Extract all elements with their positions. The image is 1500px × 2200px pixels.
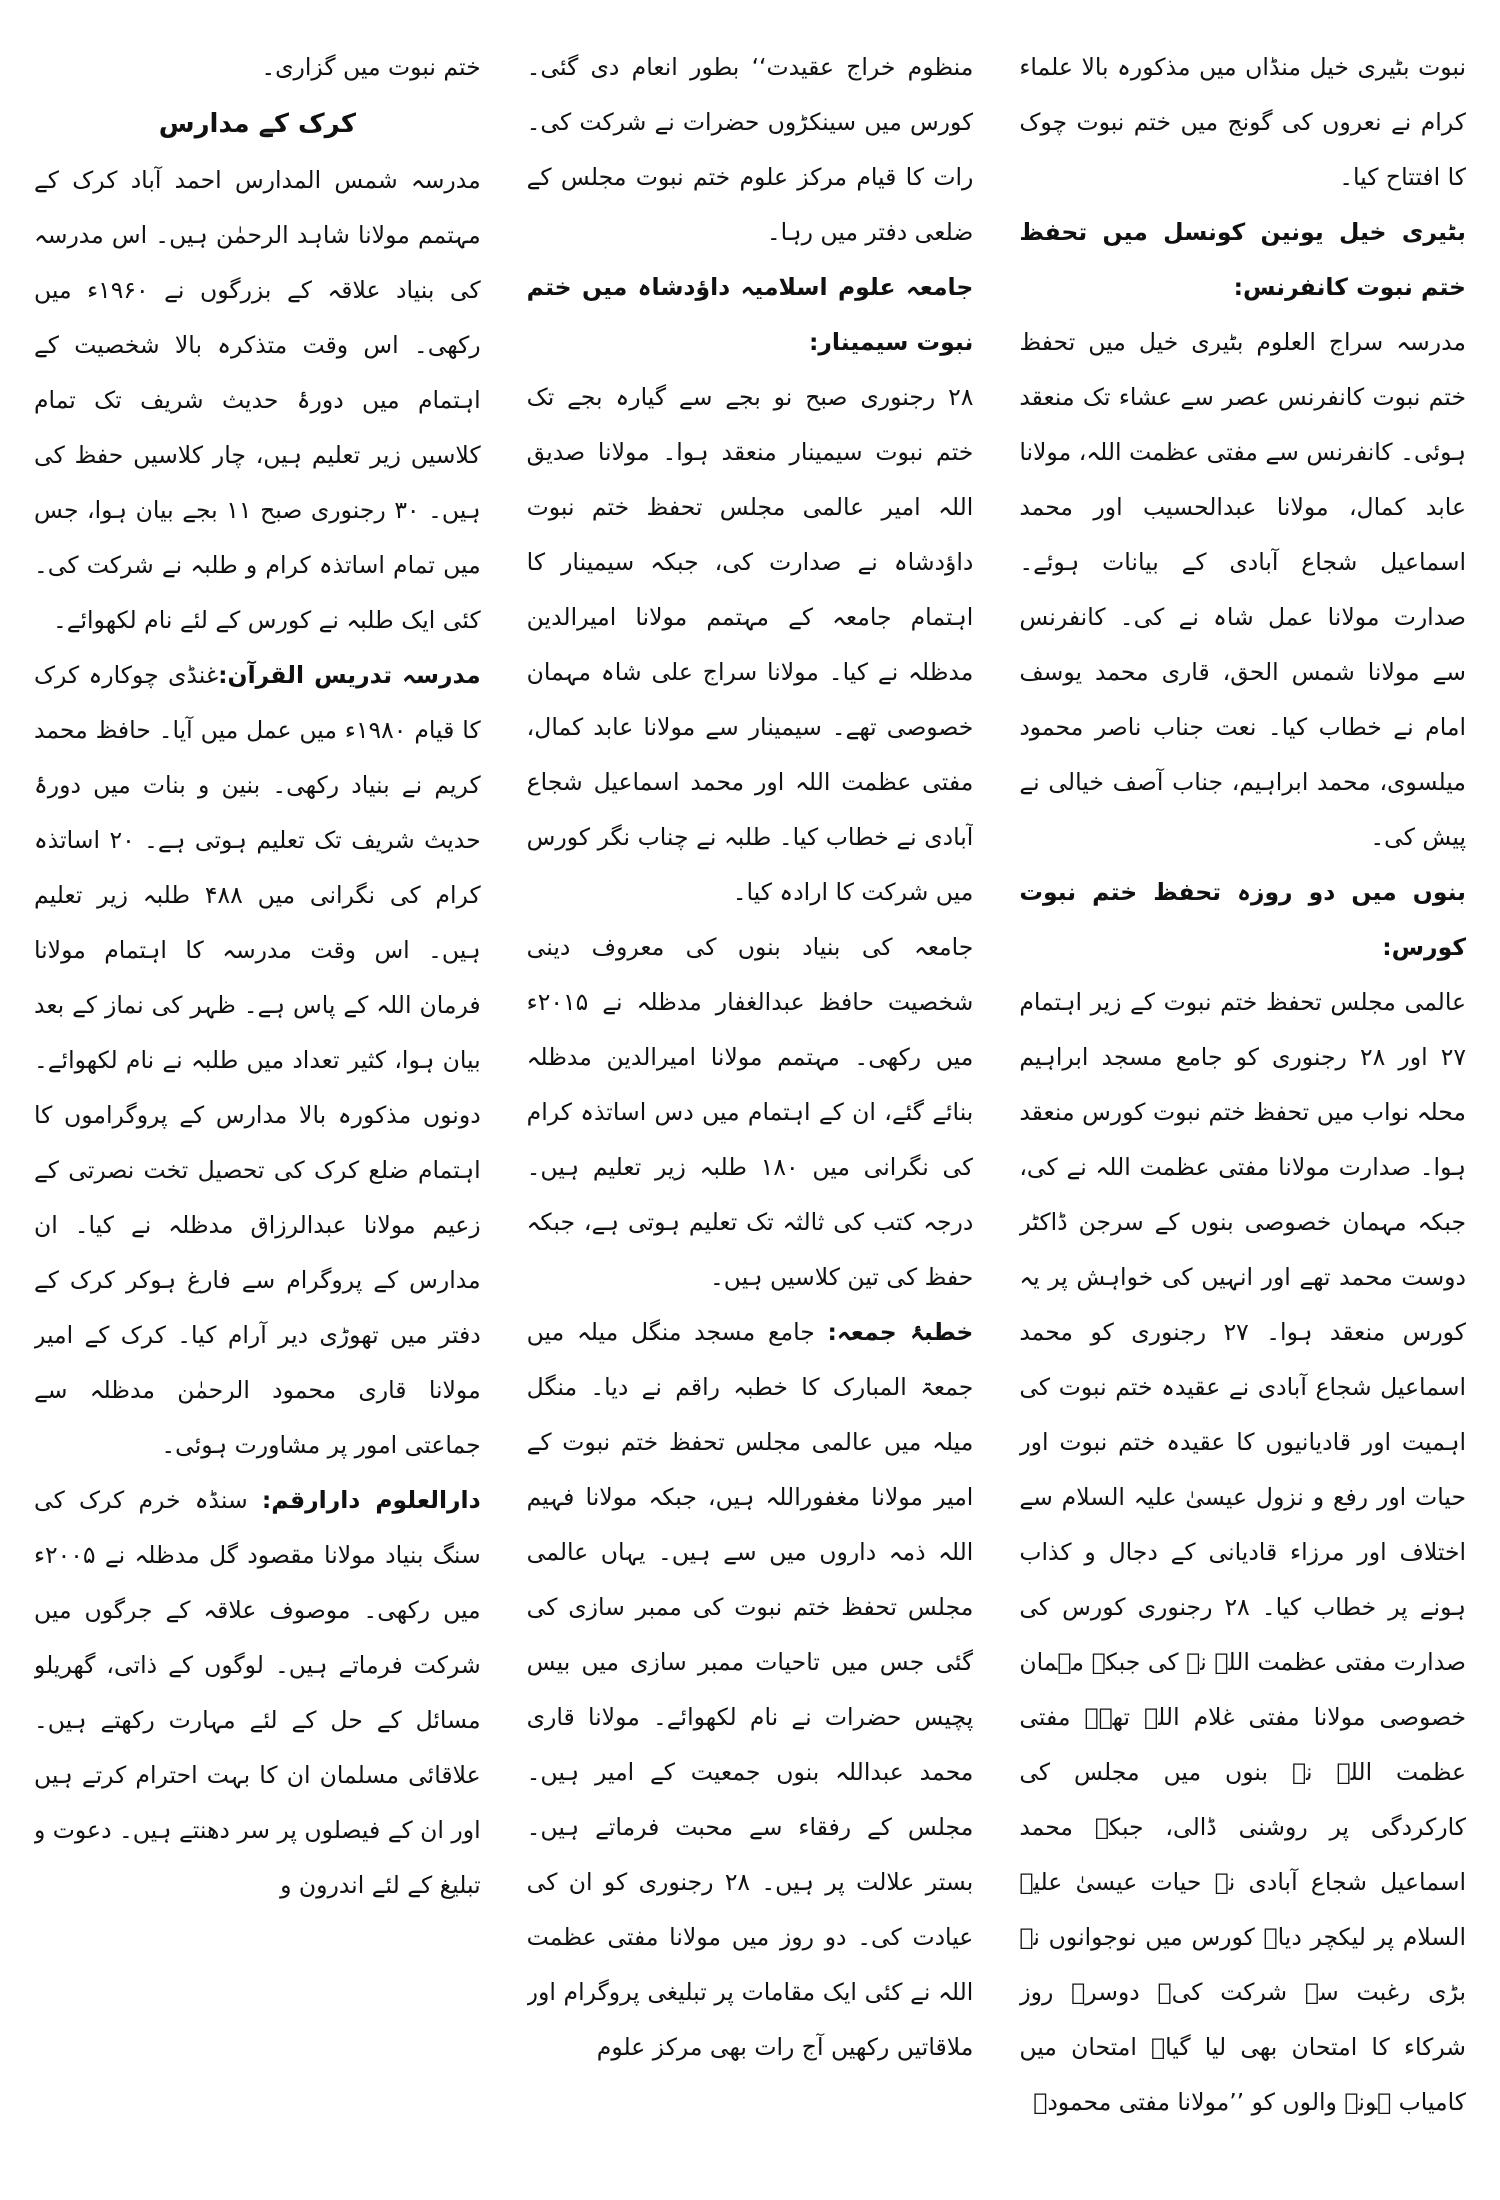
column-left — [34, 40, 481, 2160]
inline-heading: مدرسہ تدریس القرآن: — [218, 661, 481, 689]
section-heading: بٹیری خیل یونین کونسل میں تحفظ ختم نبوت کانفرنس: — [1019, 218, 1466, 301]
paragraph: عالمی مجلس تحفظ ختم نبوت کے زیر اہتمام ۲۷ اور ۲۸ رجنوری کو جامع مسجد ابراہیم محلہ نواب میں تحفظ ختم نبوت کورس منعقد ہوا۔ صدارت مولانا مفتی عظمت اللہ نے کی، جبکہ مہمان خصوصی بنوں کے سرجن ڈاکٹر دوست محمد تھے اور انہیں کی خواہش پر یہ کورس منعقد ہوا۔ ۲۷ رجنوری کو محمد اسماعیل شجاع آبادی نے عقیدہ ختم نبوت کی اہمیت اور قادیانیوں کا عقیدہ ختم نبوت اور حیات اور رفع و نزول عیسیٰ علیہ السلام سے اختلاف اور مرزاء قادیانی کے دجال و کذاب ہونے پر خطاب کیا۔ ۲۸ رجنوری کورس کی صدارت مفتی عظمت اللہ نے کی جبکہ مہمان خصوصی مولانا مفتی غلام اللہ تھے۔ مفتی عظمت اللہ نے بنوں میں مجلس کی کارکردگی پر روشنی ڈالی، جبکہ محمد اسماعیل شجاع آبادی نے حیات عیسیٰ علیہ السلام پر لیکچر دیا۔ کورس میں نوجوانوں نے بڑی رغبت سے شرکت کی۔ دوسرے روز شرکاء کا امتحان بھی لیا گیا۔ امتحان میں کامیاب ہونے والوں کو ’’مولانا مفتی محمودؒ — [1019, 988, 1466, 2116]
paragraph: ۲۸ رجنوری صبح نو بجے سے گیارہ بجے تک ختم نبوت سیمینار منعقد ہوا۔ مولانا صدیق اللہ امیر عالمی مجلس تحفظ ختم نبوت داؤدشاہ نے صدارت کی، جبکہ سیمینار کا اہتمام جامعہ کے مہتمم مولانا امیرالدین مدظلہ نے کیا۔ مولانا سراج علی شاہ مہمان خصوصی تھے۔ سیمینار سے مولانا عابد کمال، مفتی عظمت اللہ اور محمد اسماعیل شجاع آبادی نے خطاب کیا۔ طلبہ نے چناب نگر کورس میں شرکت کا ارادہ کیا۔ — [526, 383, 974, 906]
paragraph: نبوت بٹیری خیل منڈاں میں مذکورہ بالا علماء کرام نے نعروں کی گونج میں ختم نبوت چوک کا افتتاح کیا۔ — [1019, 53, 1466, 191]
inline-heading: خطبۂ جمعہ: — [827, 1318, 974, 1346]
paragraph: مدرسہ شمس المدارس احمد آباد کرک کے مہتمم مولانا شاہد الرحمٰن ہیں۔ اس مدرسہ کی بنیاد علاقہ کے بزرگوں نے ۱۹۶۰ء میں رکھی۔ اس وقت متذکرہ بالا شخصیت کے اہتمام میں دورۂ حدیث شریف تک تمام کلاسیں زیر تعلیم ہیں، چار کلاسیں حفظ کی ہیں۔ ۳۰ رجنوری صبح ۱۱ بجے بیان ہوا، جس میں تمام اساتذہ کرام و طلبہ نے شرکت کی۔ کئی ایک طلبہ نے کورس کے لئے نام لکھوائے۔ — [33, 166, 481, 634]
inline-heading: دارالعلوم دارارقم: — [261, 1486, 481, 1514]
column-middle — [527, 40, 974, 2160]
paragraph: ختم نبوت میں گزاری۔ — [261, 53, 481, 81]
paragraph: مدرسہ سراج العلوم بٹیری خیل میں تحفظ ختم نبوت کانفرنس عصر سے عشاء تک منعقد ہوئی۔ کانفرنس سے مفتی عظمت اللہ، مولانا عابد کمال، مولانا عبدالحسیب اور محمد اسماعیل شجاع آبادی کے بیانات ہوئے۔ صدارت مولانا عمل شاہ نے کی۔ کانفرنس سے مولانا شمس الحق، قاری محمد یوسف امام نے خطاب کیا۔ نعت جناب ناصر محمود میلسوی، محمد ابراہیم، جناب آصف خیالی نے پیش کی۔ — [1019, 328, 1466, 851]
section-title: کرک کے مدارس — [158, 109, 356, 139]
paragraph-text: سنڈہ خرم کرک کی سنگ بنیاد مولانا مقصود گل مدظلہ نے ۲۰۰۵ء میں رکھی۔ موصوف علاقہ کے جرگوں میں شرکت فرماتے ہیں۔ لوگوں کے ذاتی، گھریلو مسائل کے حل کے لئے مہارت رکھتے ہیں۔ علاقائی مسلمان ان کا بہت احترام کرتے ہیں اور ان کے فیصلوں پر سر دھنتے ہیں۔ دعوت و تبلیغ کے لئے اندرون و — [33, 1486, 481, 1899]
paragraph-with-heading — [34, 648, 481, 1473]
paragraph-text: جامع مسجد منگل میلہ میں جمعۃ المبارک کا خطبہ راقم نے دیا۔ منگل میلہ میں عالمی مجلس تحفظ ختم نبوت کے امیر مولانا مغفوراللہ ہیں، جبکہ مولانا فہیم اللہ ذمہ داروں میں سے ہیں۔ یہاں عالمی مجلس تحفظ ختم نبوت کی ممبر سازی کی گئی جس میں تاحیات ممبر سازی میں بیس پچیس حضرات نے نام لکھوائے۔ مولانا قاری محمد عبداللہ بنوں جمعیت کے امیر ہیں۔ مجلس کے رفقاء سے محبت فرماتے ہیں۔ بستر علالت پر ہیں۔ ۲۸ رجنوری کو ان کی عیادت کی۔ دو روز میں مولانا مفتی عظمت اللہ نے کئی ایک مقامات پر تبلیغی پروگرام اور ملاقاتیں رکھیں آج رات بھی مرکز علوم — [526, 1318, 974, 2061]
section-heading: جامعہ علوم اسلامیہ داؤدشاہ میں ختم نبوت سیمینار: — [526, 273, 974, 356]
section-heading: بنوں میں دو روزہ تحفظ ختم نبوت کورس: — [1019, 878, 1466, 961]
paragraph-with-heading — [527, 1305, 974, 2075]
paragraph: جامعہ کی بنیاد بنوں کی معروف دینی شخصیت حافظ عبدالغفار مدظلہ نے ۲۰۱۵ء میں رکھی۔ مہتمم مولانا امیرالدین مدظلہ بنائے گئے، ان کے اہتمام میں دس اساتذہ کرام کی نگرانی میں ۱۸۰ طلبہ زیر تعلیم ہیں۔ درجہ کتب کی ثالثہ تک تعلیم ہوتی ہے، جبکہ حفظ کی تین کلاسیں ہیں۔ — [526, 933, 974, 1291]
paragraph: منظوم خراج عقیدت‘‘ بطور انعام دی گئی۔ کورس میں سینکڑوں حضرات نے شرکت کی۔ رات کا قیام مرکز علوم ختم نبوت مجلس کے ضلعی دفتر میں رہا۔ — [526, 53, 974, 246]
paragraph-text: غنڈی چوکارہ کرک کا قیام ۱۹۸۰ء میں عمل میں آیا۔ حافظ محمد کریم نے بنیاد رکھی۔ بنین و بنات میں دورۂ حدیث شریف تک تعلیم ہوتی ہے۔ ۲۰ اساتذہ کرام کی نگرانی میں ۴۸۸ طلبہ زیر تعلیم ہیں۔ اس وقت مدرسہ کا اہتمام مولانا فرمان اللہ کے پاس ہے۔ ظہر کی نماز کے بعد بیان ہوا، کثیر تعداد میں طلبہ نے نام لکھوائے۔ دونوں مذکورہ بالا مدارس کے پروگراموں کا اہتمام ضلع کرک کی تحصیل تخت نصرتی کے زعیم مولانا عبدالرزاق مدظلہ نے کیا۔ ان مدارس کے پروگرام سے فارغ ہوکر کرک کے دفتر میں تھوڑی دیر آرام کیا۔ کرک کے امیر مولانا قاری محمود الرحمٰن مدظلہ سے جماعتی امور پر مشاورت ہوئی۔ — [33, 661, 481, 1459]
paragraph-with-heading — [34, 1473, 481, 1913]
column-right — [1019, 40, 1466, 2160]
